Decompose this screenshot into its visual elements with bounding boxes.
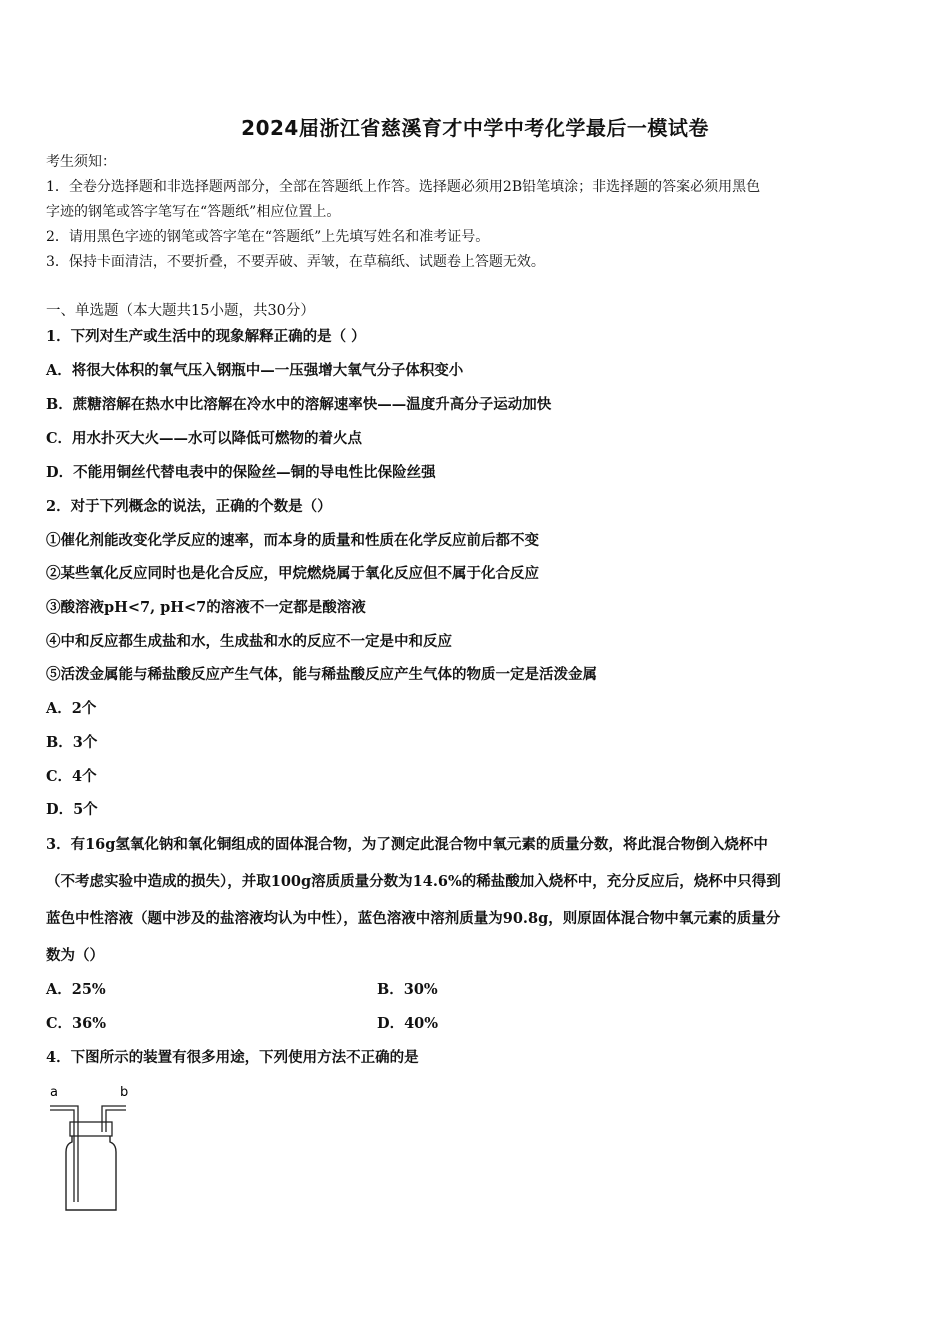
- q2-option-a: A．2个: [46, 700, 97, 717]
- q3-option-a: A．25%: [46, 981, 106, 998]
- notice-item-3: 3．保持卡面清洁，不要折叠，不要弄破、弄皱，在草稿纸、试题卷上答题无效。: [46, 254, 545, 270]
- q1-stem: 1．下列对生产或生活中的现象解释正确的是（ ）: [46, 328, 366, 345]
- q3-option-d: D．40%: [377, 1015, 439, 1032]
- q1-option-d: D．不能用铜丝代替电表中的保险丝—铜的导电性比保险丝强: [46, 464, 436, 481]
- tube-label-a: a: [50, 1085, 58, 1100]
- q2-statement-2: ②某些氧化反应同时也是化合反应，甲烷燃烧属于氧化反应但不属于化合反应: [46, 565, 539, 582]
- outlet-tube-b-inner: [106, 1110, 126, 1132]
- q2-stem: 2．对于下列概念的说法，正确的个数是（）: [46, 498, 332, 515]
- q2-statement-4: ④中和反应都生成盐和水，生成盐和水的反应不一定是中和反应: [46, 633, 452, 650]
- notice-item-1-line-2: 字迹的钢笔或答字笔写在“答题纸”相应位置上。: [46, 204, 341, 220]
- section-heading: 一、单选题（本大题共15小题，共30分）: [46, 303, 315, 319]
- q3-line-3: 蓝色中性溶液（题中涉及的盐溶液均认为中性），蓝色溶液中溶剂质量为90.8g，则原固体混合物中氧元素的质量分: [46, 910, 781, 927]
- q3-line-1: 3．有16g氢氧化钠和氧化铜组成的固体混合物，为了测定此混合物中氧元素的质量分数，将此混合物倒入烧杯中: [46, 836, 768, 853]
- gas-washing-bottle-figure: [44, 1082, 144, 1222]
- q2-option-b: B．3个: [46, 734, 98, 751]
- q3-option-b: B．30%: [377, 981, 438, 998]
- q3-line-4: 数为（）: [46, 947, 104, 964]
- notice-heading: 考生须知：: [46, 154, 116, 170]
- q4-stem: 4．下图所示的装置有很多用途，下列使用方法不正确的是: [46, 1049, 419, 1066]
- q2-statement-3: ③酸溶液pH<7, pH<7的溶液不一定都是酸溶液: [46, 599, 366, 616]
- notice-item-1-line-1: 1．全卷分选择题和非选择题两部分，全部在答题纸上作答。选择题必须用2B铅笔填涂；非选择题的答案必须用黑色: [46, 179, 761, 195]
- q2-option-c: C．4个: [46, 768, 97, 785]
- q1-option-c: C．用水扑灭大火——水可以降低可燃物的着火点: [46, 430, 363, 447]
- q1-option-a: A．将很大体积的氧气压入钢瓶中—一压强增大氧气分子体积变小: [46, 362, 464, 379]
- q3-line-2: （不考虑实验中造成的损失），并取100g溶质质量分数为14.6%的稀盐酸加入烧杯中，充分反应后，烧杯中只得到: [46, 873, 781, 890]
- q1-option-b: B．蔗糖溶解在热水中比溶解在冷水中的溶解速率快——温度升高分子运动加快: [46, 396, 552, 413]
- q2-option-d: D．5个: [46, 801, 98, 818]
- q3-option-c: C．36%: [46, 1015, 106, 1032]
- q2-statement-1: ①催化剂能改变化学反应的速率，而本身的质量和性质在化学反应前后都不变: [46, 532, 539, 549]
- exam-title: 2024届浙江省慈溪育才中学中考化学最后一模试卷: [241, 116, 709, 140]
- tube-label-b: b: [120, 1085, 129, 1100]
- q2-statement-5: ⑤活泼金属能与稀盐酸反应产生气体，能与稀盐酸反应产生气体的物质一定是活泼金属: [46, 666, 597, 683]
- notice-item-2: 2．请用黑色字迹的钢笔或答字笔在“答题纸”上先填写姓名和准考证号。: [46, 229, 490, 245]
